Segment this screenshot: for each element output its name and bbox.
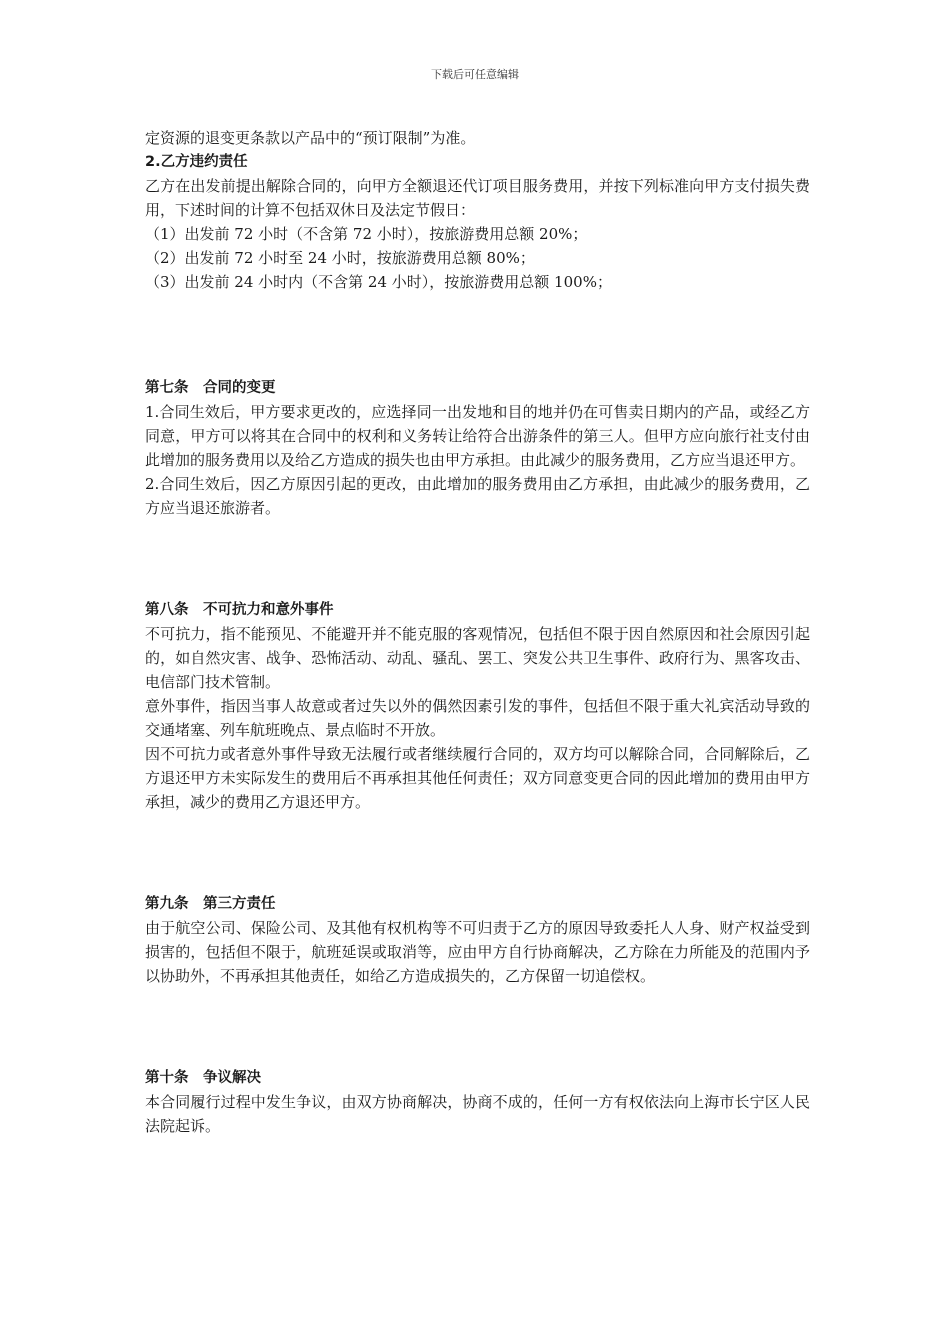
spacer bbox=[145, 294, 810, 376]
article-9-heading: 第九条 第三方责任 bbox=[145, 896, 276, 912]
article-7-heading: 第七条 合同的变更 bbox=[145, 380, 276, 396]
article-8-paragraph-3: 因不可抗力或者意外事件导致无法履行或者继续履行合同的，双方均可以解除合同，合同解除后，乙方退还甲方未实际发生的费用后不再承担其他任何责任；双方同意变更合同的因此增加的费用由甲方承担，减少的费用乙方退还甲方。 bbox=[145, 745, 810, 811]
spacer bbox=[145, 520, 810, 598]
article-8-paragraph-2: 意外事件，指因当事人故意或者过失以外的偶然因素引发的事件，包括但不限于重大礼宾活动导致的交通堵塞、列车航班晚点、景点临时不开放。 bbox=[145, 697, 810, 739]
spacer bbox=[145, 988, 810, 1066]
article-8-paragraph-1: 不可抗力，指不能预见、不能避开并不能克服的客观情况，包括但不限于因自然原因和社会原因引起的，如自然灾害、战争、恐怖活动、动乱、骚乱、罢工、突发公共卫生事件、政府行为、黑客攻击、电信部门技术管制。 bbox=[145, 625, 810, 691]
article-10-heading: 第十条 争议解决 bbox=[145, 1070, 261, 1086]
article-7-paragraph-1: 1.合同生效后，甲方要求更改的，应选择同一出发地和目的地并仍在可售卖日期内的产品，或经乙方同意，甲方可以将其在合同中的权利和义务转让给符合出游条件的第三人。但甲方应向旅行社支付由此增加的服务费用以及给乙方造成的损失也由甲方承担。由此减少的服务费用，乙方应当退还甲方。 bbox=[145, 403, 810, 469]
document-body bbox=[145, 126, 810, 1138]
spacer bbox=[145, 814, 810, 892]
article-9-paragraph-1: 由于航空公司、保险公司、及其他有权机构等不可归责于乙方的原因导致委托人人身、财产权益受到损害的，包括但不限于，航班延误或取消等，应由甲方自行协商解决，乙方除在力所能及的范围内予以协助外，不再承担其他责任，如给乙方造成损失的，乙方保留一切追偿权。 bbox=[145, 919, 810, 985]
article-10-paragraph-1: 本合同履行过程中发生争议，由双方协商解决，协商不成的，任何一方有权依法向上海市长宁区人民法院起诉。 bbox=[145, 1093, 810, 1135]
paragraph-continuation: 定资源的退变更条款以产品中的“预订限制”为准。 bbox=[145, 129, 476, 147]
list-item-fee-3: （3）出发前 24 小时内（不含第 24 小时），按旅游费用总额 100%； bbox=[145, 273, 612, 291]
section-heading-breach: 2.乙方违约责任 bbox=[145, 154, 248, 170]
article-7-paragraph-2: 2.合同生效后，因乙方原因引起的更改，由此增加的服务费用由乙方承担，由此减少的服务费用，乙方应当退还旅游者。 bbox=[145, 475, 810, 517]
list-item-fee-2: （2）出发前 72 小时至 24 小时，按旅游费用总额 80%； bbox=[145, 249, 535, 267]
list-item-fee-1: （1）出发前 72 小时（不含第 72 小时），按旅游费用总额 20%； bbox=[145, 225, 588, 243]
paragraph-breach-intro: 乙方在出发前提出解除合同的，向甲方全额退还代订项目服务费用，并按下列标准向甲方支付损失费用，下述时间的计算不包括双休日及法定节假日： bbox=[145, 177, 810, 219]
page-header: 下载后可任意编辑 bbox=[431, 68, 519, 81]
article-8-heading: 第八条 不可抗力和意外事件 bbox=[145, 602, 334, 618]
